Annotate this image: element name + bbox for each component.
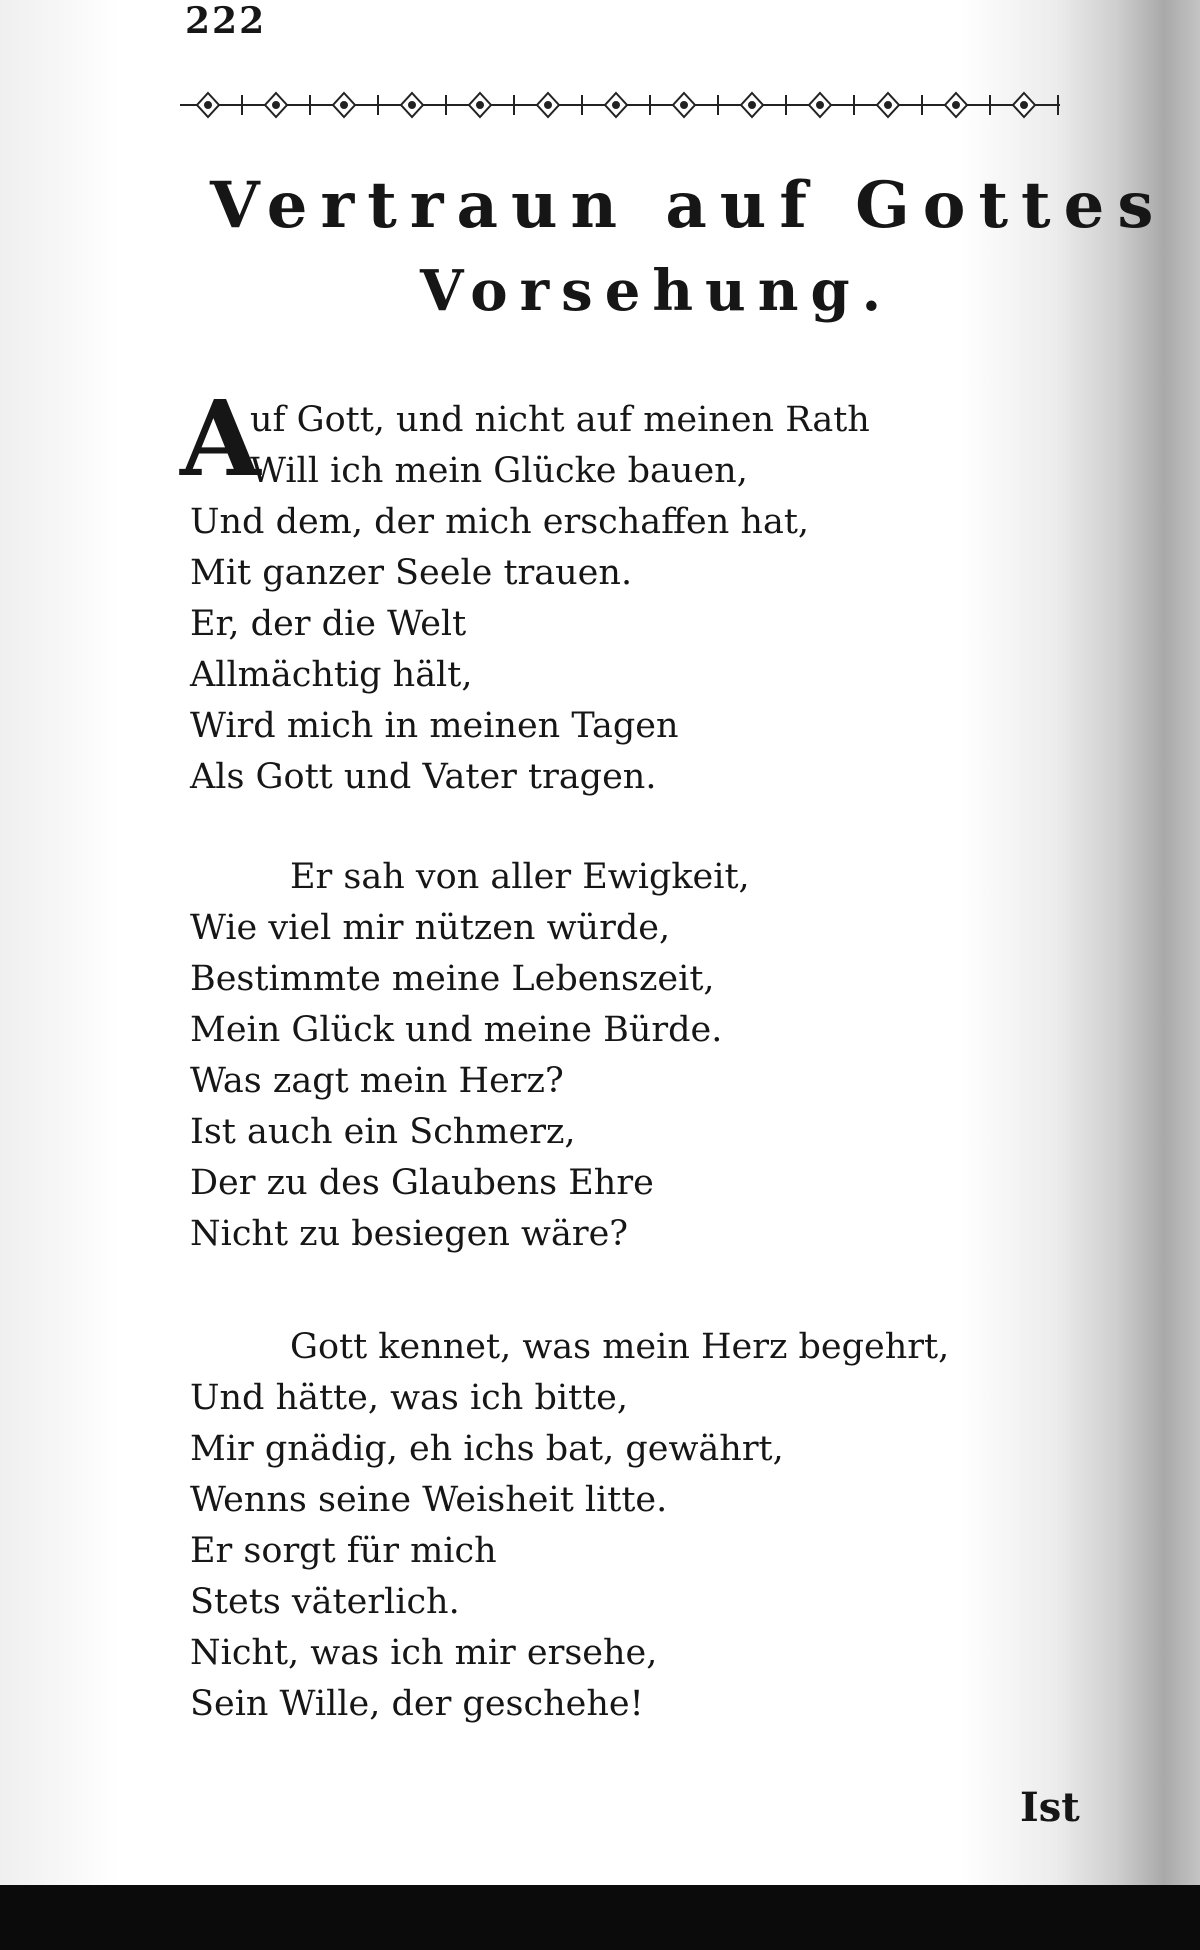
ornament-dot <box>681 102 687 108</box>
verse-line: Er sah von aller Ewigkeit, <box>290 857 750 897</box>
ornament-dot <box>409 102 415 108</box>
title-line-1: Vertraun auf Gottes <box>210 168 1167 243</box>
first-line-text: uf Gott, und nicht auf meinen Rath <box>250 400 870 440</box>
ornament-dot <box>613 102 619 108</box>
verse-line: Wenns seine Weisheit litte. <box>190 1480 668 1520</box>
verse-line: Nicht zu besiegen wäre? <box>190 1214 629 1254</box>
verse-line: Er sorgt für mich <box>190 1531 497 1571</box>
page-number: 222 <box>185 0 267 42</box>
verse-line: Mir gnädig, eh ichs bat, gewährt, <box>190 1429 784 1469</box>
ornament-dot <box>273 102 279 108</box>
ornament-dot <box>749 102 755 108</box>
verse-line: Allmächtig hält, <box>190 655 473 695</box>
verse-line: Mein Glück und meine Bürde. <box>190 1010 723 1050</box>
ornament-dot <box>341 102 347 108</box>
stanza-1 <box>180 377 1070 803</box>
ornament-dot <box>953 102 959 108</box>
stanza-2 <box>190 852 1070 1260</box>
verse-line: Und hätte, was ich bitte, <box>190 1378 629 1418</box>
ornament-dot <box>477 102 483 108</box>
verse-line: Was zagt mein Herz? <box>190 1061 564 1101</box>
ornament-dot <box>885 102 891 108</box>
drop-cap: A <box>180 377 261 500</box>
verse-line: Wie viel mir nützen würde, <box>190 908 671 948</box>
verse-line: Als Gott und Vater tragen. <box>190 757 657 797</box>
ornament-rule <box>180 86 1060 124</box>
verse-line: Stets väterlich. <box>190 1582 460 1622</box>
verse-line: Bestimmte meine Lebenszeit, <box>190 959 715 999</box>
scan-bottom-edge <box>0 1885 1200 1950</box>
verse-line: Er, der die Welt <box>190 604 467 644</box>
verse-line: Sein Wille, der geschehe! <box>190 1684 644 1724</box>
verse-line: Nicht, was ich mir ersehe, <box>190 1633 658 1673</box>
verse-line: Der zu des Glaubens Ehre <box>190 1163 654 1203</box>
ornament-dot <box>817 102 823 108</box>
ornament-dot <box>545 102 551 108</box>
catchword: Ist <box>1020 1784 1080 1831</box>
verse-line: Wird mich in meinen Tagen <box>190 706 679 746</box>
verse-line: Will ich mein Glücke bauen, <box>250 451 748 491</box>
title-line-2: Vorsehung. <box>420 258 894 324</box>
ornament-dot <box>1021 102 1027 108</box>
ornament-dot <box>205 102 211 108</box>
stanza-3 <box>190 1322 1070 1730</box>
verse-line: Und dem, der mich erschaffen hat, <box>190 502 810 542</box>
verse-line: Ist auch ein Schmerz, <box>190 1112 576 1152</box>
verse-line: Gott kennet, was mein Herz begehrt, <box>290 1327 950 1367</box>
verse-line: Mit ganzer Seele trauen. <box>190 553 633 593</box>
